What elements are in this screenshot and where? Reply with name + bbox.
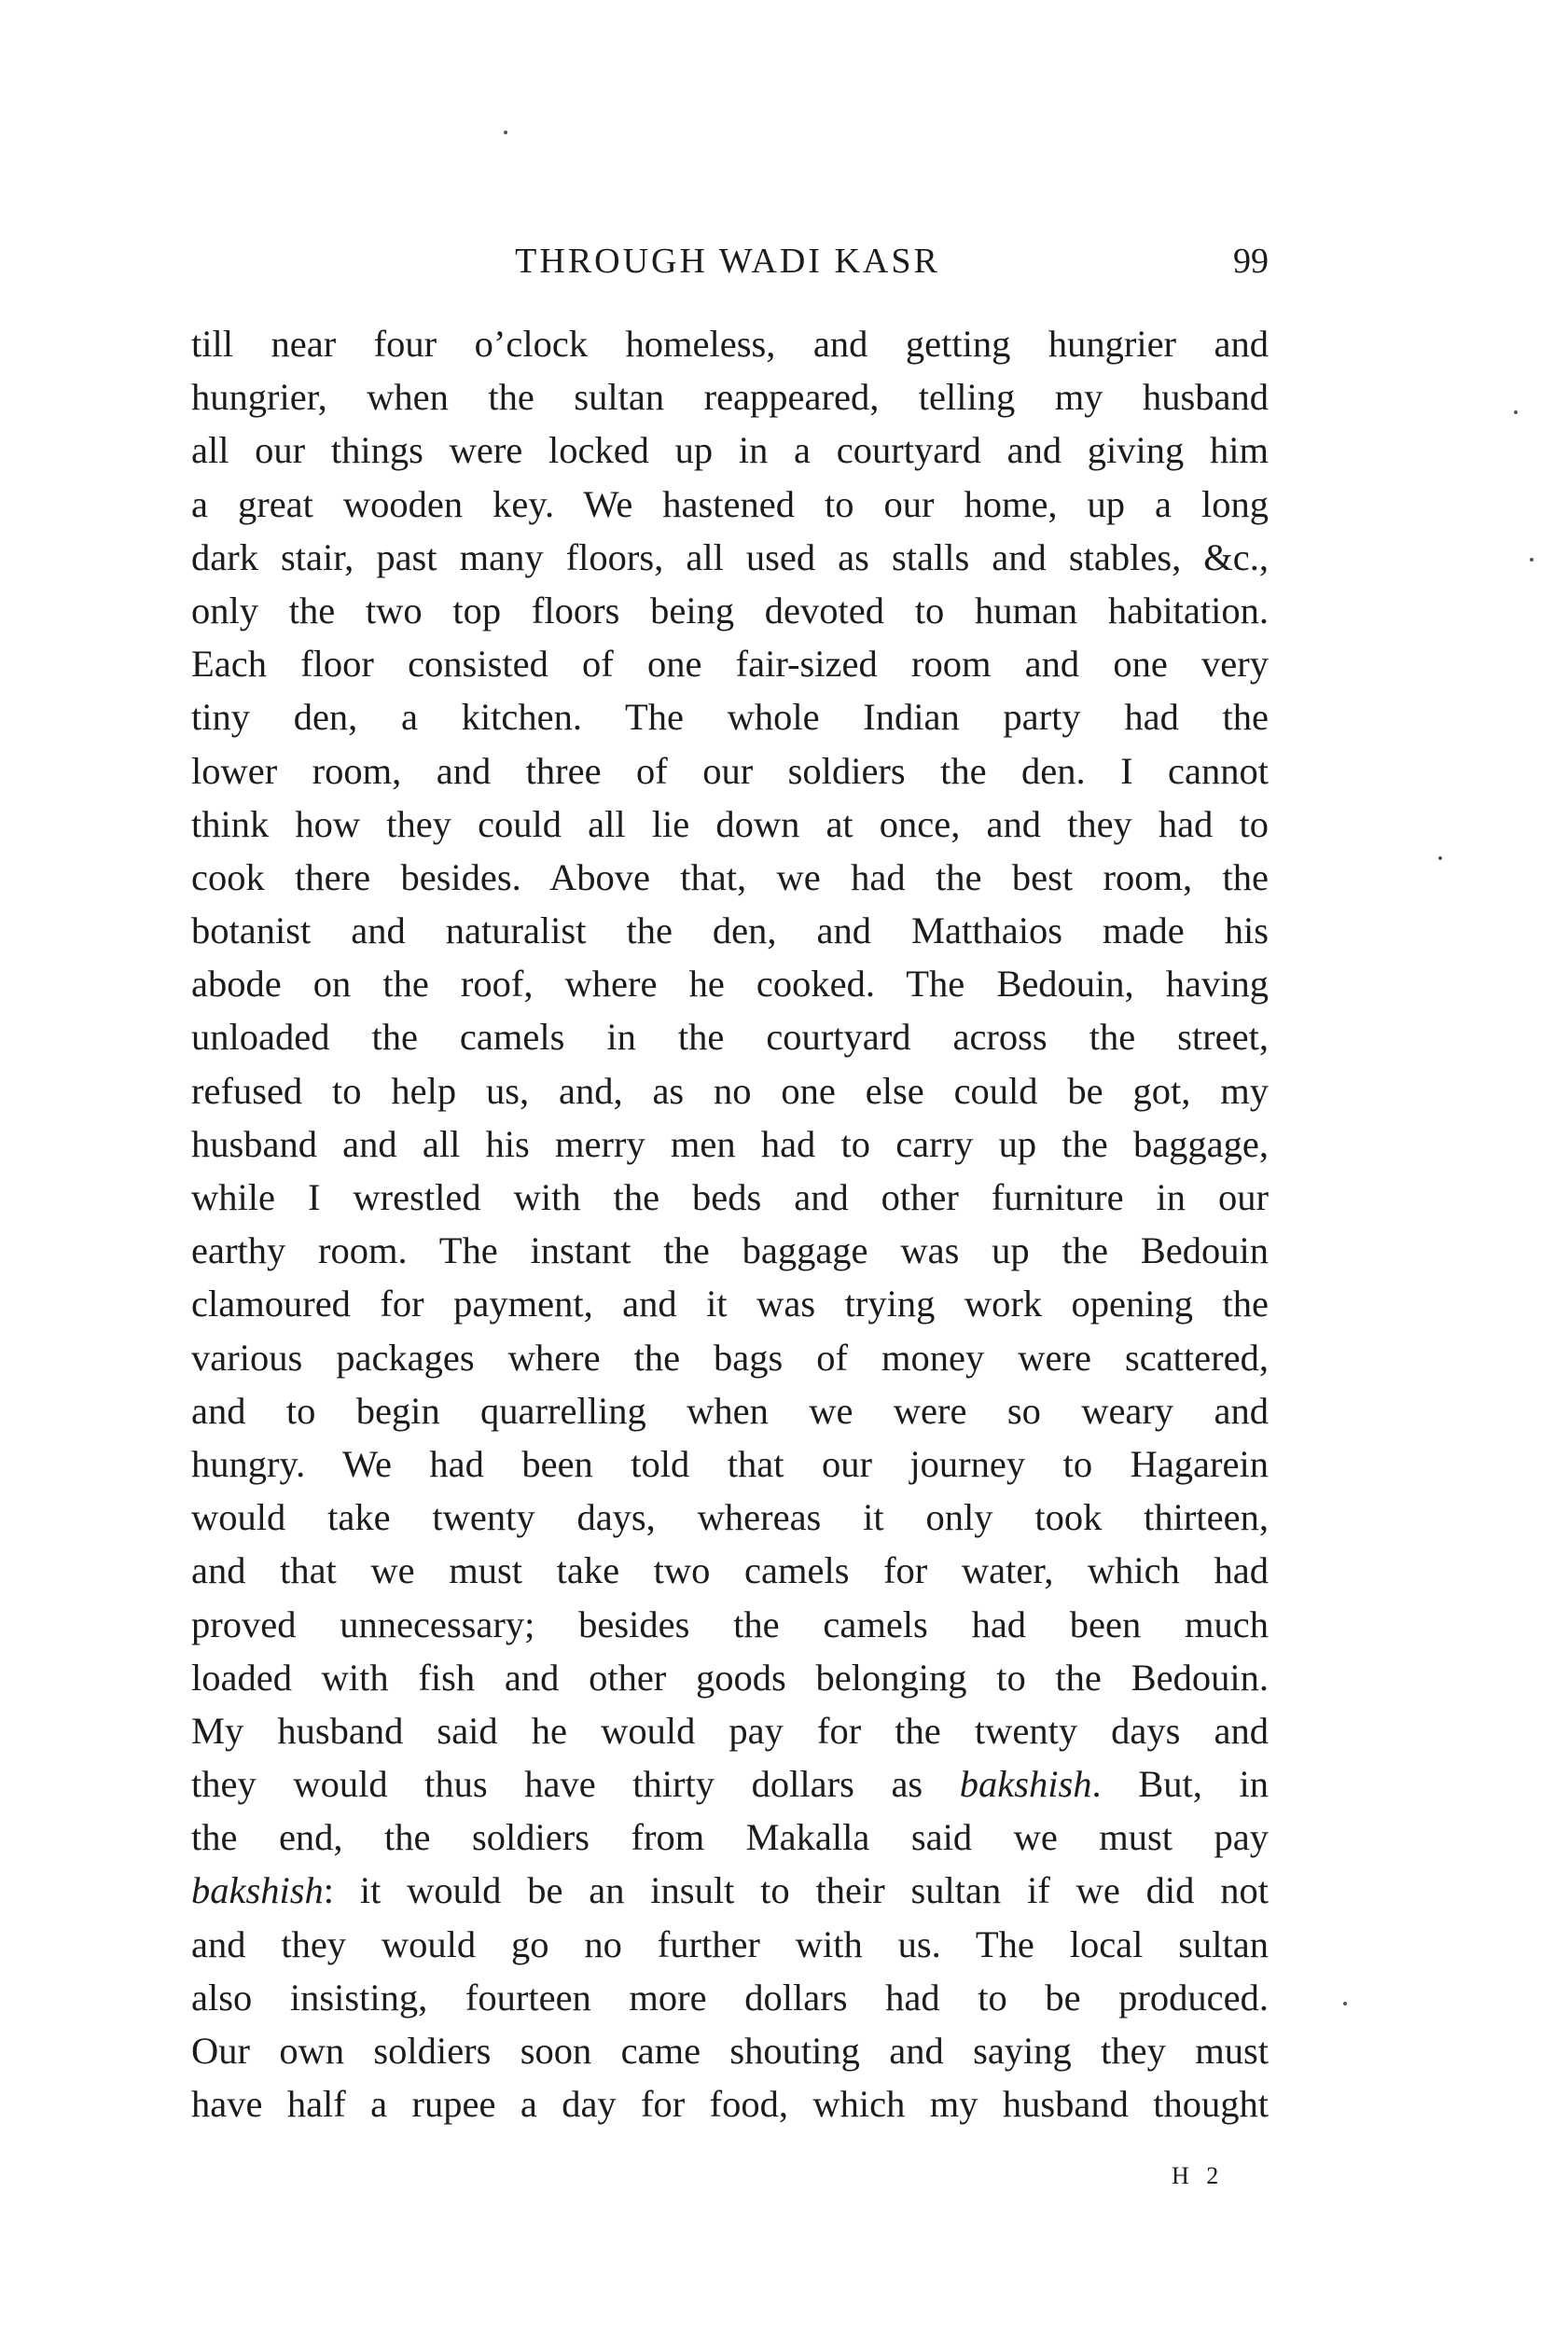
text-line: dark stair, past many floors, all used as stalls and stables, &c., — [191, 535, 1269, 578]
text-line: earthy room. The instant the baggage was up the Bedouin — [191, 1229, 1269, 1272]
scan-speck — [1438, 856, 1442, 860]
text-line: would take twenty days, whereas it only took thirteen, — [191, 1496, 1269, 1539]
text-line: hungry. We had been told that our journey to Hagarein — [191, 1442, 1269, 1485]
text-line: also insisting, fourteen more dollars had to be produced. — [191, 1976, 1269, 2019]
text-line: and they would go no further with us. The local sultan — [191, 1922, 1269, 1965]
page-number: 99 — [1233, 242, 1269, 281]
text-line: My husband said he would pay for the twenty days and — [191, 1709, 1269, 1752]
text-line: abode on the roof, where he cooked. The Bedouin, having — [191, 963, 1269, 1006]
text-line: Our own soldiers soon came shouting and saying they must — [191, 2030, 1269, 2072]
text-line: a great wooden key. We hastened to our home, up a long — [191, 482, 1269, 525]
italic-term: bakshish — [191, 1869, 324, 1912]
text-line: think how they could all lie down at once, and they had to — [191, 802, 1269, 845]
signature-mark: H 2 — [1172, 2162, 1225, 2189]
scan-speck — [1343, 2002, 1347, 2005]
text-line: the end, the soldiers from Makalla said we must pay — [191, 1816, 1269, 1859]
scan-speck — [1514, 410, 1518, 414]
text-line: they would thus have thirty dollars as bakshish. But, in — [191, 1763, 1269, 1806]
text-line: various packages where the bags of money were scattered, — [191, 1336, 1269, 1379]
text-line: bakshish: it would be an insult to their sultan if we did not — [191, 1869, 1269, 1912]
text-line: refused to help us, and, as no one else could be got, my — [191, 1069, 1269, 1112]
text-line: till near four o’clock homeless, and getting hungrier and — [191, 323, 1269, 365]
running-header — [187, 241, 1269, 297]
text-line: proved unnecessary; besides the camels had been much — [191, 1603, 1269, 1645]
text-line: cook there besides. Above that, we had the best room, the — [191, 855, 1269, 898]
body-text — [191, 317, 1269, 2130]
text-line: unloaded the camels in the courtyard across the street, — [191, 1016, 1269, 1059]
text-line: all our things were locked up in a courtyard and giving him — [191, 429, 1269, 472]
text-line: botanist and naturalist the den, and Matthaios made his — [191, 909, 1269, 952]
text-line: only the two top floors being devoted to human habitation. — [191, 589, 1269, 631]
text-line: loaded with fish and other goods belonging to the Bedouin. — [191, 1656, 1269, 1699]
scan-speck — [1530, 558, 1533, 562]
text-line: Each floor consisted of one fair-sized room and one very — [191, 643, 1269, 686]
text-line: have half a rupee a day for food, which my husband thought — [191, 2083, 1269, 2126]
text-line: while I wrestled with the beds and other furniture in our — [191, 1176, 1269, 1218]
text-line: tiny den, a kitchen. The whole Indian party had the — [191, 696, 1269, 739]
text-line: lower room, and three of our soldiers the den. I cannot — [191, 749, 1269, 792]
text-line: husband and all his merry men had to carry up the baggage, — [191, 1122, 1269, 1165]
running-title: THROUGH WADI KASR — [515, 242, 940, 281]
text-line: and that we must take two camels for water, which had — [191, 1549, 1269, 1592]
text-line: clamoured for payment, and it was trying work opening the — [191, 1283, 1269, 1325]
text-line: hungrier, when the sultan reappeared, telling my husband — [191, 376, 1269, 419]
text-line: and to begin quarrelling when we were so weary and — [191, 1389, 1269, 1432]
italic-term: bakshish — [959, 1763, 1092, 1806]
scan-speck — [504, 131, 507, 134]
